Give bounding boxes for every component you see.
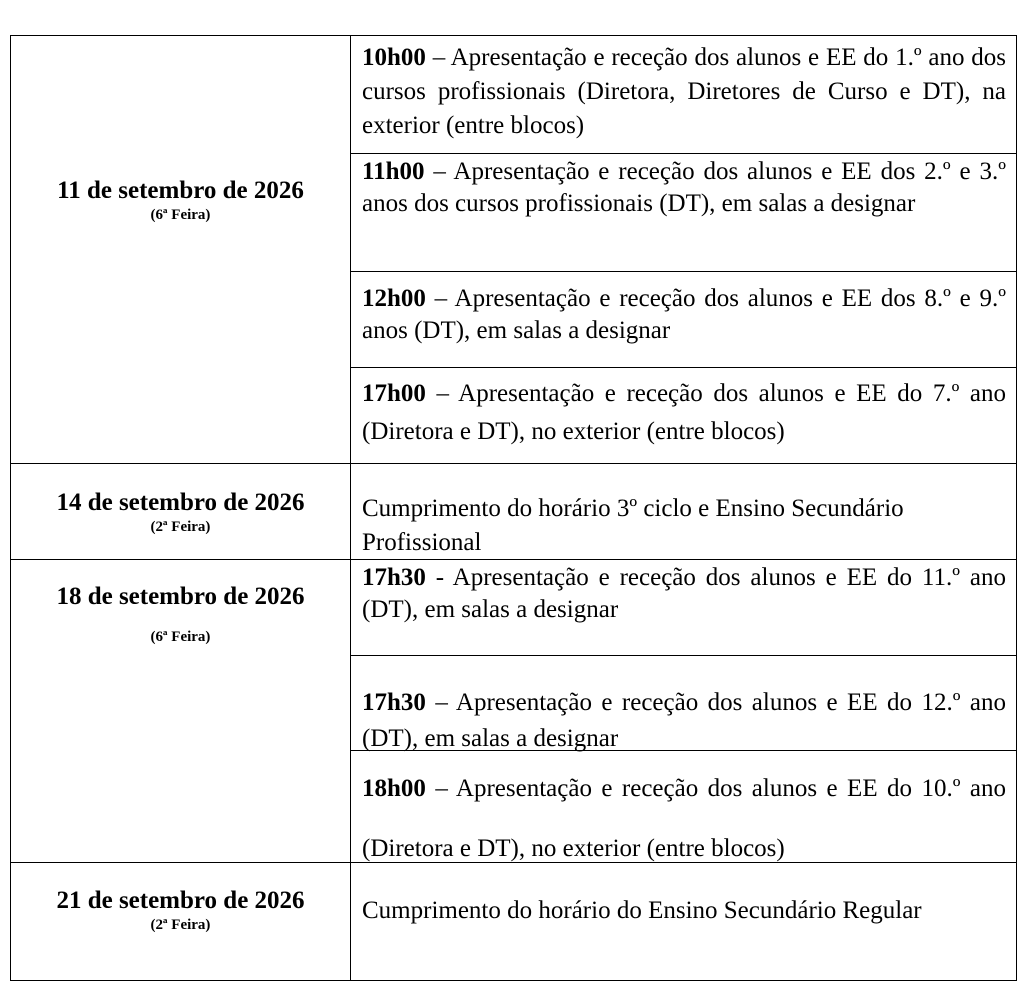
event-time: 12h00 xyxy=(362,285,426,312)
event-description: Apresentação e receção dos alunos e EE do 11.º ano (DT), em salas a designar xyxy=(362,564,1006,623)
event-separator: – xyxy=(425,285,455,312)
event-time: 17h30 xyxy=(362,564,426,591)
event-text xyxy=(362,759,1006,879)
weekday-label: (2ª Feira) xyxy=(150,917,211,933)
event-item xyxy=(351,750,1016,862)
event-time: 17h30 xyxy=(362,689,426,716)
event-description: Apresentação e receção dos alunos e EE do 7.º ano (Diretora e DT), no exterior (entre blocos) xyxy=(362,380,1006,445)
event-text xyxy=(362,156,1006,220)
date-cell xyxy=(10,35,351,464)
event-separator: - xyxy=(425,564,453,591)
date-label: 14 de setembro de 2026 xyxy=(56,489,305,516)
event-item xyxy=(351,560,1016,656)
event-time: 11h00 xyxy=(362,158,425,185)
event-separator: – xyxy=(425,44,451,71)
weekday-label: (6ª Feira) xyxy=(150,207,211,223)
weekday-label: (2ª Feira) xyxy=(150,519,211,535)
event-time: 18h00 xyxy=(362,775,426,802)
event-text xyxy=(362,283,1006,347)
events-cell xyxy=(350,559,1017,863)
event-text xyxy=(362,375,1006,451)
event-item xyxy=(351,367,1016,463)
event-separator: – xyxy=(425,775,456,802)
event-separator: – xyxy=(424,158,454,185)
event-description: Apresentação e receção dos alunos e EE do 10.º ano (Diretora e DT), no exterior (entre blocos) xyxy=(362,775,1006,862)
date-label: 21 de setembro de 2026 xyxy=(56,887,305,914)
event-description: Apresentação e receção dos alunos e EE dos 2.º e 3.º anos dos cursos profissionais (DT), em salas a designar xyxy=(362,158,1007,217)
event-description: Apresentação e receção dos alunos e EE do 1.º ano dos cursos profissionais (Diretora, Diretores de Curso e DT), na exterior (entre blocos) xyxy=(362,44,1006,139)
content-cell xyxy=(350,463,1017,560)
date-label: 11 de setembro de 2026 xyxy=(57,177,304,204)
date-cell xyxy=(10,862,351,981)
weekday-label: (6ª Feira) xyxy=(150,629,211,645)
schedule-text: Cumprimento do horário 3º ciclo e Ensino Secundário Profissional xyxy=(362,495,904,556)
event-time: 17h00 xyxy=(362,380,426,407)
date-cell xyxy=(10,559,351,863)
event-text xyxy=(362,685,1006,757)
event-item xyxy=(351,36,1016,154)
event-time: 10h00 xyxy=(362,44,426,71)
date-cell xyxy=(10,463,351,560)
event-description: Apresentação e receção dos alunos e EE do 12.º ano (DT), em salas a designar xyxy=(362,689,1006,752)
event-text xyxy=(362,562,1006,626)
event-text xyxy=(362,41,1006,143)
date-label: 18 de setembro de 2026 xyxy=(56,583,305,610)
event-item xyxy=(351,153,1016,272)
event-item xyxy=(351,271,1016,368)
content-cell xyxy=(350,862,1017,981)
events-cell xyxy=(350,35,1017,464)
event-description: Apresentação e receção dos alunos e EE dos 8.º e 9.º anos (DT), em salas a designar xyxy=(362,285,1007,344)
event-item xyxy=(351,655,1016,751)
schedule-text: Cumprimento do horário do Ensino Secundário Regular xyxy=(362,897,922,924)
event-separator: – xyxy=(425,380,459,407)
event-separator: – xyxy=(425,689,456,716)
